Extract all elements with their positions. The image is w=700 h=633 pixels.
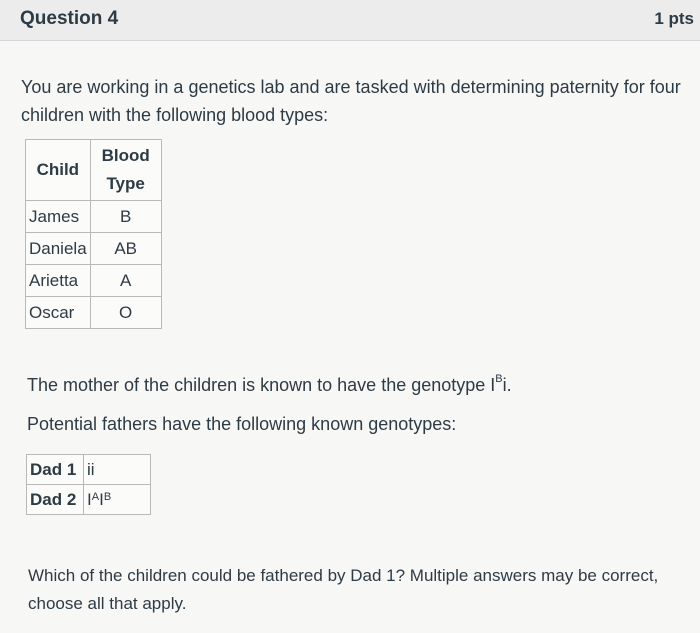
table-row xyxy=(27,455,151,485)
question-prompt: Which of the children could be fathered by Dad 1? Multiple answers may be correct, choose all that apply. xyxy=(28,566,659,613)
table-row xyxy=(26,201,162,233)
table-row xyxy=(27,485,151,515)
table-row xyxy=(26,265,162,297)
dad-genotype: ii xyxy=(84,455,151,485)
child-name: Oscar xyxy=(26,297,91,329)
table-row xyxy=(26,297,162,329)
mother-genotype-text xyxy=(27,375,512,396)
dad-genotype xyxy=(84,485,151,515)
allele-1: I xyxy=(87,489,92,509)
question-title: Question 4 xyxy=(20,8,119,29)
question-header xyxy=(0,0,700,41)
child-name: James xyxy=(26,201,91,233)
table-row xyxy=(26,233,162,265)
mother-text-prefix: The mother of the children is known to have the genotype I xyxy=(27,375,496,395)
allele-2-sup: B xyxy=(103,490,112,503)
blood-type-table xyxy=(25,139,162,329)
dad-name: Dad 2 xyxy=(27,485,84,515)
dad-name: Dad 1 xyxy=(27,455,84,485)
column-header-blood-type: Blood Type xyxy=(90,140,161,201)
mother-text-suffix: i. xyxy=(502,375,512,395)
table-header-row xyxy=(26,140,162,201)
question-intro: You are working in a genetics lab and are tasked with determining paternity for four children with the following blood types: xyxy=(21,77,681,125)
question-points: 1 pts xyxy=(654,9,694,28)
child-name: Arietta xyxy=(26,265,91,297)
allele-1-sup: A xyxy=(91,490,100,503)
child-name: Daniela xyxy=(26,233,91,265)
blood-type: O xyxy=(90,297,161,329)
blood-type: B xyxy=(90,201,161,233)
allele-2: I xyxy=(99,489,104,509)
mother-allele-sup: B xyxy=(495,373,503,385)
blood-type: A xyxy=(90,265,161,297)
fathers-intro: Potential fathers have the following known genotypes: xyxy=(27,414,457,434)
fathers-genotype-table xyxy=(26,454,151,515)
blood-type: AB xyxy=(90,233,161,265)
column-header-child: Child xyxy=(26,140,91,201)
